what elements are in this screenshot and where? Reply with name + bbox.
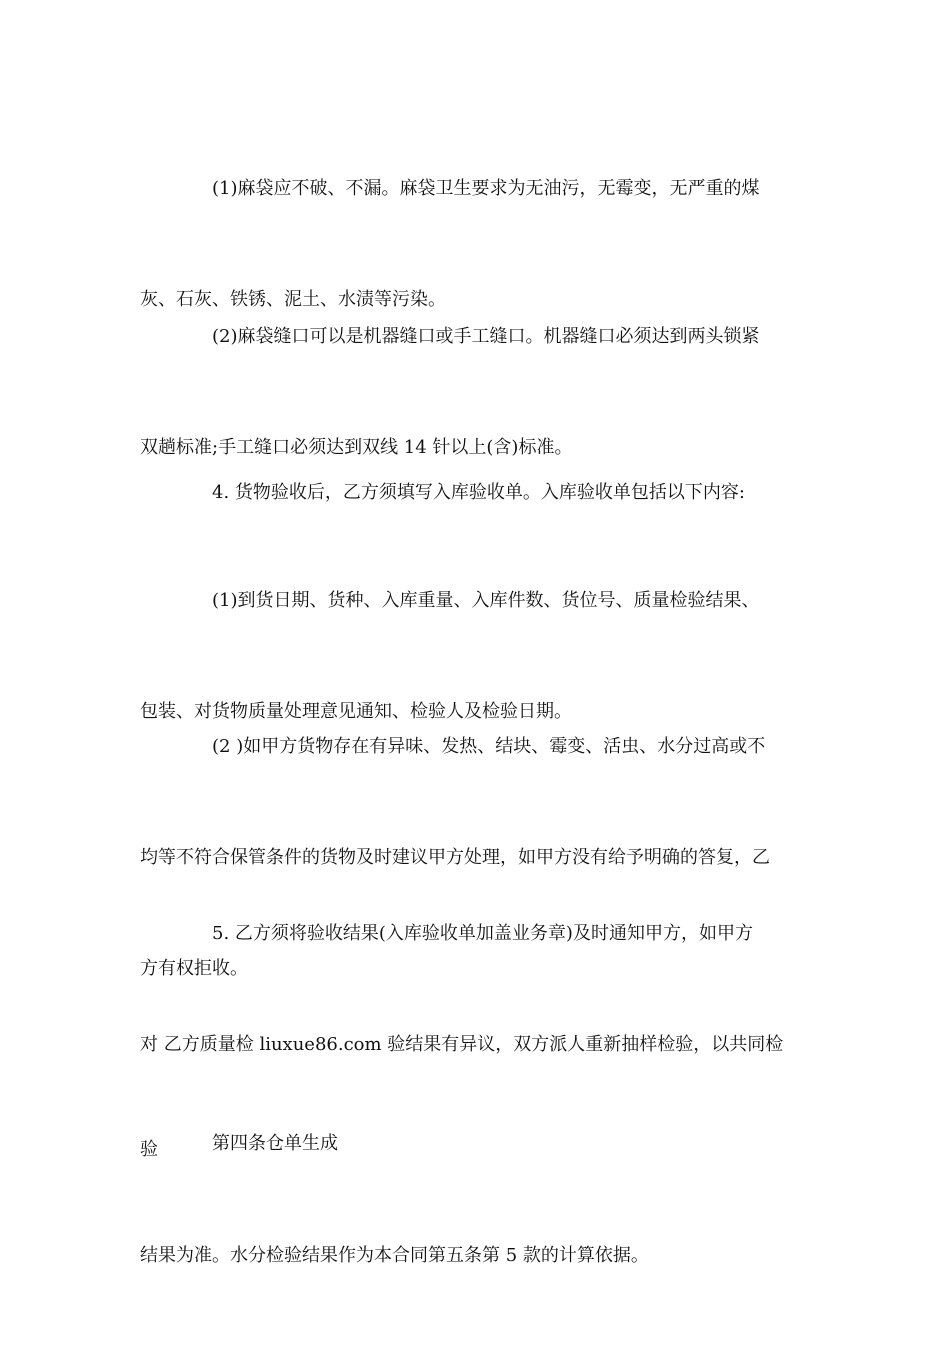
paragraph-line: 对 乙方质量检 liuxue86.com 验结果有异议，双方派人重新抽样检验，以共同检 — [140, 1034, 784, 1055]
paragraph-line: 5. 乙方须将验收结果(入库验收单加盖业务章)及时通知甲方，如甲方 — [212, 923, 753, 944]
paragraph-line: (1)到货日期、货种、入库重量、入库件数、货位号、质量检验结果、 — [212, 590, 760, 611]
paragraph-line: 4. 货物验收后，乙方须填写入库验收单。入库验收单包括以下内容: — [212, 482, 745, 503]
paragraph-line: (2)麻袋缝口可以是机器缝口或手工缝口。机器缝口必须达到两头锁紧 — [212, 326, 760, 347]
paragraph-line: (1)麻袋应不破、不漏。麻袋卫生要求为无油污，无霉变，无严重的煤 — [212, 178, 760, 199]
paragraph-line: 方有权拒收。 — [140, 958, 248, 979]
section-heading-text: 第四条仓单生成 — [212, 1133, 338, 1154]
paragraph-line: 包装、对货物质量处理意见通知、检验人及检验日期。 — [140, 701, 572, 722]
section-heading-article-four — [140, 1051, 818, 1236]
paragraph-line: 结果为准。水分检验结果作为本合同第五条第 5 款的计算依据。 — [140, 1245, 649, 1266]
paragraph-line: 验 — [140, 1139, 158, 1160]
paragraph-line: 均等不符合保管条件的货物及时建议甲方处理，如甲方没有给予明确的答复，乙 — [140, 847, 770, 868]
paragraph-line: (2 )如甲方货物存在有异味、发热、结块、霉变、活虫、水分过高或不 — [212, 736, 766, 757]
paragraph-line: 双趟标准;手工缝口必须达到双线 14 针以上(含)标准。 — [140, 437, 573, 458]
paragraph-line: 灰、石灰、铁锈、泥土、水渍等污染。 — [140, 289, 446, 310]
